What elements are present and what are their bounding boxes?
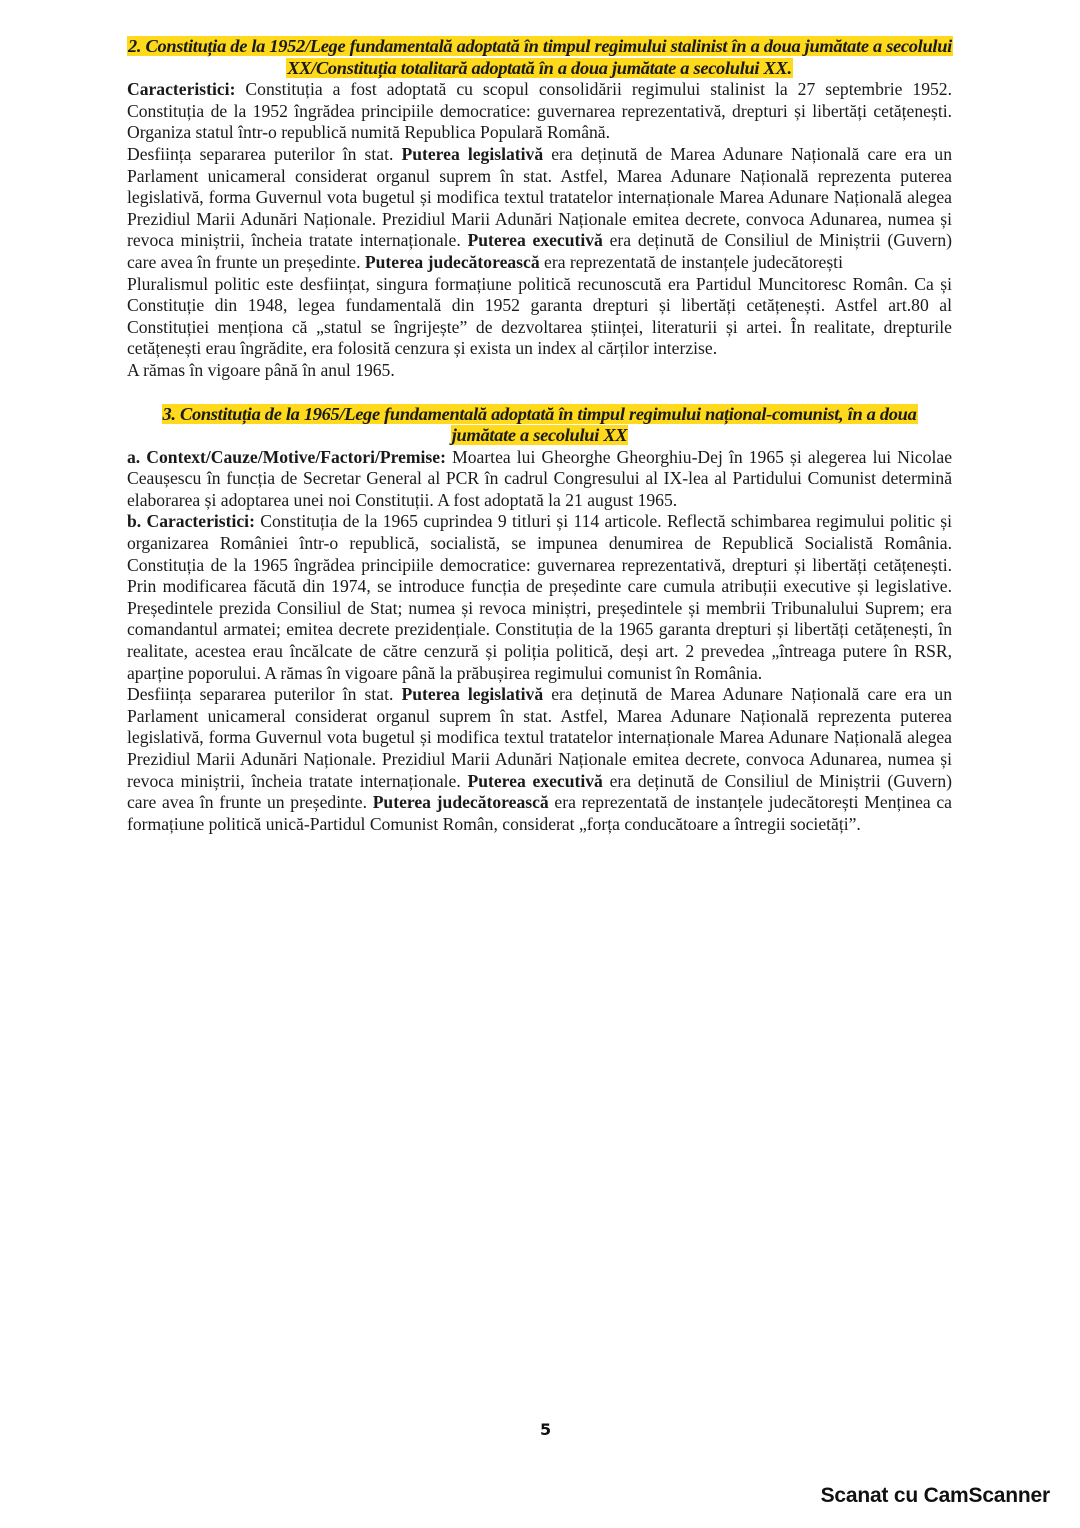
judicial-power-label: Puterea judecătorească	[372, 792, 549, 813]
section-2-heading-text: 2. Constituția de la 1952/Lege fundamentală adoptată în timpul regimului stalinist în a doua jumătate a secolului XX/Constituția totalitară adoptată în a doua jumătate a secolului XX.	[128, 36, 952, 78]
executive-power-label: Puterea executivă	[467, 770, 603, 791]
section-2-validity: A rămas în vigoare până în anul 1965.	[127, 359, 395, 380]
document-page	[127, 36, 952, 835]
page-number: 5	[540, 1420, 552, 1439]
section-3-context: a. Context/Cauze/Motive/Factori/Premise: Moartea lui Gheorghe Gheorghiu-Dej în 1965 și alegerea lui Nicolae Ceaușescu în funcția de Secretar General al PCR în cadrul Congresului al IX-lea al Partidului Comunist determină elaborarea și adoptarea unei noi Constituții. A fost adoptată la 21 august 1965.	[127, 446, 953, 510]
section-3-heading	[127, 404, 952, 447]
section-2-caracteristici: Caracteristici: Constituția a fost adoptată cu scopul consolidării regimului stalinist la 27 septembrie 1952. Constituția de la 1952 îngrădea principiile democratice: guvernarea reprezentativă, drepturi și libertăți cetățenești. Organiza statul într-o republică numită Republica Populară Română.	[127, 79, 952, 143]
caracteristici-label: Caracteristici:	[127, 79, 236, 100]
section-3-separation-of-powers: Desființa separarea puterilor în stat. Puterea legislativă era deținută de Marea Adunare Națională care era un Parlament unicameral considerat organul suprem în stat. Astfel, Marea Adunare Națională reprezenta puterea legislativă, forma Guvernul vota bugetul și modifica textul tratatelor internaționale Marea Adunare Națională alegea Prezidiul Marii Adunări Naționale. Prezidiul Marii Adunări Naționale emitea decrete, convoca Adunarea, numea și revoca miniștrii, încheia tratate internaționale. Puterea executivă era deținută de Consiliul de Miniștrii (Guvern) care avea în frunte un președinte. Puterea judecătorească era reprezentată de instanțele judecătorești Menținea ca formațiune politică unică-Partidul Comunist Român, considerat „forța conducătoare a întregii societăți”.	[127, 684, 952, 834]
section-3-caracteristici: b. Caracteristici: Constituția de la 1965 cuprindea 9 titluri și 114 articole. Reflectă schimbarea regimului politic și organizarea României într-o republică, socialistă, se impunea denumirea de Republică Socialistă România. Constituția de la 1965 îngrădea principiile democratice: guvernarea reprezentativă, drepturi și libertăți cetățenești. Prin modificarea făcută din 1974, se introduce funcția de președinte care cumula atribuții executive și legislative. Președintele prezida Consiliul de Stat; numea și revoca miniștri, președintele și membrii Tribunalului Suprem; era comandantul armatei; emitea decrete prezidențiale. Constituția de la 1965 garanta drepturi și libertăți cetățenești, în realitate, acestea erau încălcate de către cenzură și poliția politică, deși art. 2 prevedea „întreaga putere în RSR, aparține poporului. A rămas în vigoare până la prăbușirea regimului comunist în România.	[127, 511, 953, 683]
executive-power-label: Puterea executivă	[467, 230, 603, 251]
section-2-separation-of-powers: Desființa separarea puterilor în stat. Puterea legislativă era deținută de Marea Adunare Națională care era un Parlament unicameral considerat organul suprem în stat. Astfel, Marea Adunare Națională reprezenta puterea legislativă, forma Guvernul vota bugetul și modifica textul tratatelor internaționale Marea Adunare Națională alegea Prezidiul Marii Adunări Naționale. Prezidiul Marii Adunări Naționale emitea decrete, convoca Adunarea, numea și revoca miniștrii, încheia tratate internaționale. Puterea executivă era deținută de Consiliul de Miniștrii (Guvern) care avea în frunte un președinte. Puterea judecătorească era reprezentată de instanțele judecătorești	[127, 143, 952, 272]
caracteristici-label: b. Caracteristici:	[127, 511, 255, 532]
context-label: a. Context/Cauze/Motive/Factori/Premise:	[127, 446, 446, 467]
legislative-power-label: Puterea legislativă	[401, 684, 544, 705]
section-2-heading	[127, 36, 952, 79]
section-3-heading-text: 3. Constituția de la 1965/Lege fundamentală adoptată în timpul regimului național-comunist, în a doua jumătate a secolului XX	[162, 403, 917, 446]
camscanner-watermark: Scanat cu CamScanner	[820, 1484, 1050, 1507]
section-2-pluralism: Pluralismul politic este desființat, singura formațiune politică recunoscută era Partidul Muncitoresc Român. Ca și Constituție din 1948, legea fundamentală din 1952 garanta drepturi și libertăți cetățenești. Astfel art.80 al Constituției menționa că „statul se îngrijește” de dezvoltarea științei, literaturii și artei. În realitate, drepturile cetățenești erau îngrădite, era folosită cenzura și exista un index al cărților interzise.	[127, 273, 952, 359]
judicial-power-label: Puterea judecătorească	[364, 251, 540, 272]
legislative-power-label: Puterea legislativă	[401, 143, 544, 164]
